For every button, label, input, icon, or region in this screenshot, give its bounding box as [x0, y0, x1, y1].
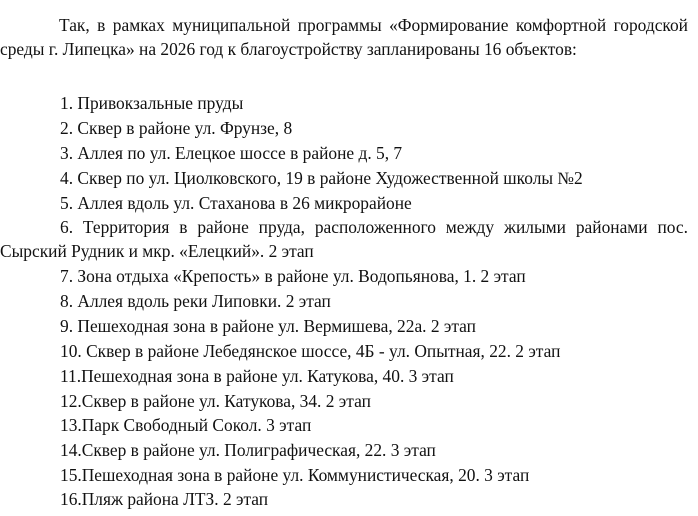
list-item: 3. Аллея по ул. Елецкое шоссе в районе д. 5, 7 [60, 143, 403, 163]
list-item: 12.Сквер в районе ул. Катукова, 34. 2 этап [60, 391, 371, 411]
list-item: 5. Аллея вдоль ул. Стаханова в 26 микрорайоне [60, 193, 412, 213]
list-item: 16.Пляж района ЛТЗ. 2 этап [60, 489, 269, 509]
list-item: 9. Пешеходная зона в районе ул. Вермишева, 22а. 2 этап [60, 316, 476, 336]
list-item: 1. Привокзальные пруды [60, 93, 244, 113]
list-item: 4. Сквер по ул. Циолковского, 19 в районе Художественной школы №2 [60, 168, 583, 188]
list-item: 8. Аллея вдоль реки Липовки. 2 этап [60, 291, 331, 311]
list-item: 7. Зона отдыха «Крепость» в районе ул. Водопьянова, 1. 2 этап [60, 266, 526, 286]
list-item: 13.Парк Свободный Сокол. 3 этап [60, 415, 312, 435]
list-item: 15.Пешеходная зона в районе ул. Коммунистическая, 20. 3 этап [60, 465, 530, 485]
list-item: 6. Территория в районе пруда, расположенного между жилыми районами пос. Сырский Рудник и мкр. «Елецкий». 2 этап [0, 217, 688, 261]
list-item: 10. Сквер в районе Лебедянское шоссе, 4Б - ул. Опытная, 22. 2 этап [60, 341, 561, 361]
list-item: 14.Сквер в районе ул. Полиграфическая, 22. 3 этап [60, 440, 436, 460]
list-item: 11.Пешеходная зона в районе ул. Катукова, 40. 3 этап [60, 366, 454, 386]
intro-paragraph: Так, в рамках муниципальной программы «Формирование комфортной городской среды г. Липецка» на 2026 год к благоустройству запланированы 16 объектов: [0, 15, 688, 59]
list-item: 2. Сквер в районе ул. Фрунзе, 8 [60, 118, 293, 138]
